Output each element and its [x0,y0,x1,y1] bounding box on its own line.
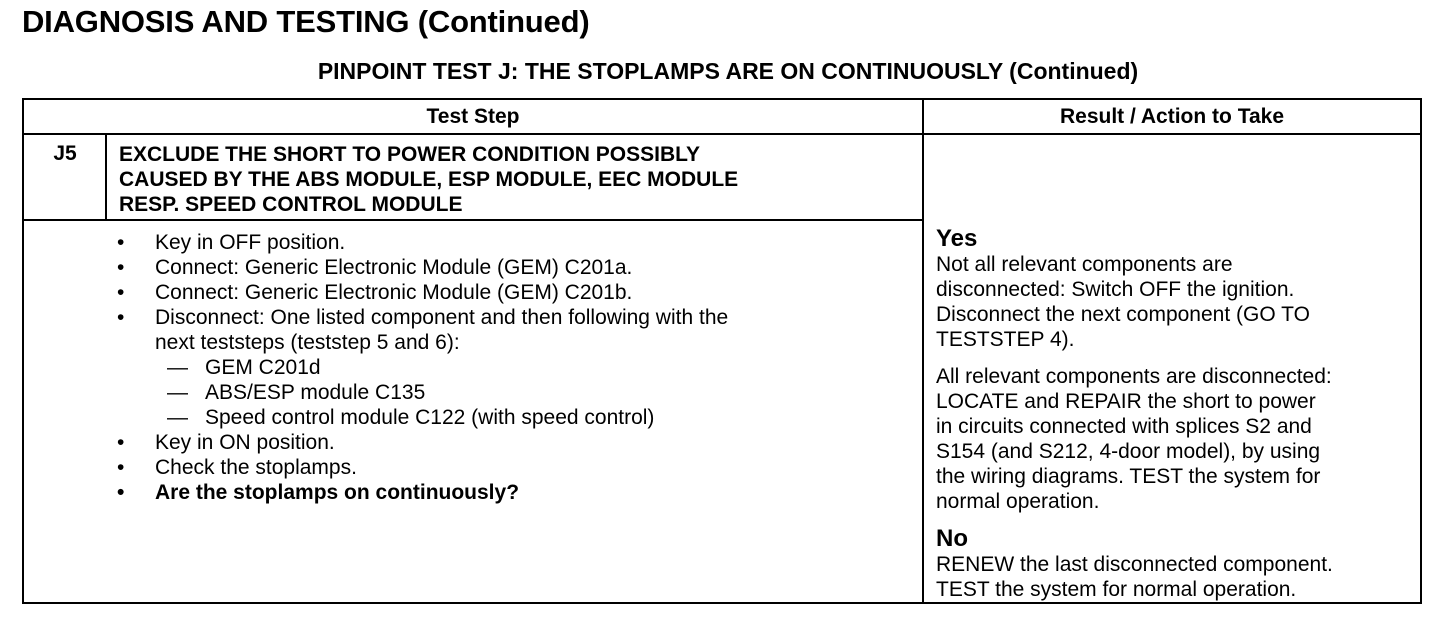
result-line: S154 (and S212, 4-door model), by using [936,440,1321,463]
header-result-action: Result / Action to Take [1059,105,1285,128]
no-action [936,552,1420,602]
step-subitem: — GEM C201d [24,355,919,380]
step-item: • Check the stoplamps. [24,455,919,480]
result-line: the wiring diagrams. TEST the system for [936,465,1321,488]
yes-action-2 [936,364,1420,514]
result-line: disconnected: Switch OFF the ignition. [936,278,1295,301]
step-item: • Connect: Generic Electronic Module (GEM) C201b. [24,280,919,305]
result-line: Disconnect the next component (GO TO [936,303,1310,326]
test-table [22,98,1422,604]
pinpoint-test-title: PINPOINT TEST J: THE STOPLAMPS ARE ON CONTINUOUSLY (Continued) [317,58,1139,84]
step-instructions [24,230,919,505]
result-line: RENEW the last disconnected component. [936,553,1333,576]
no-heading: No [936,525,968,552]
result-line: TEST the system for normal operation. [936,578,1297,601]
yes-action-1 [936,252,1420,352]
step-item: • Disconnect: One listed component and then following with the [24,305,919,330]
result-line: All relevant components are disconnected: [936,365,1332,388]
result-line: in circuits connected with splices S2 and [936,415,1312,438]
step-item: • Connect: Generic Electronic Module (GEM) C201a. [24,255,919,280]
step-item-continuation: next teststeps (teststep 5 and 6): [155,331,460,354]
result-line: Not all relevant components are [936,253,1233,276]
result-line: TESTSTEP 4). [936,328,1075,351]
step-subitem: — Speed control module C122 (with speed control) [24,405,919,430]
step-title-line: EXCLUDE THE SHORT TO POWER CONDITION POSSIBLY [119,143,701,166]
result-column [936,226,1420,602]
step-item: • Key in ON position. [24,430,919,455]
step-title-line: RESP. SPEED CONTROL MODULE [119,193,463,216]
step-item: • Key in OFF position. [24,230,919,255]
header-test-step: Test Step [426,105,520,128]
page-title: DIAGNOSIS AND TESTING (Continued) [22,4,590,39]
result-line: normal operation. [936,490,1100,513]
step-subitem: — ABS/ESP module C135 [24,380,919,405]
step-title-line: CAUSED BY THE ABS MODULE, ESP MODULE, EEC MODULE [119,168,739,191]
column-divider [922,100,924,602]
step-id: J5 [53,142,77,165]
step-title-divider [24,219,922,221]
yes-heading: Yes [936,225,978,252]
step-title [119,142,919,217]
result-line: LOCATE and REPAIR the short to power [936,390,1316,413]
step-question: • Are the stoplamps on continuously? [24,480,919,505]
